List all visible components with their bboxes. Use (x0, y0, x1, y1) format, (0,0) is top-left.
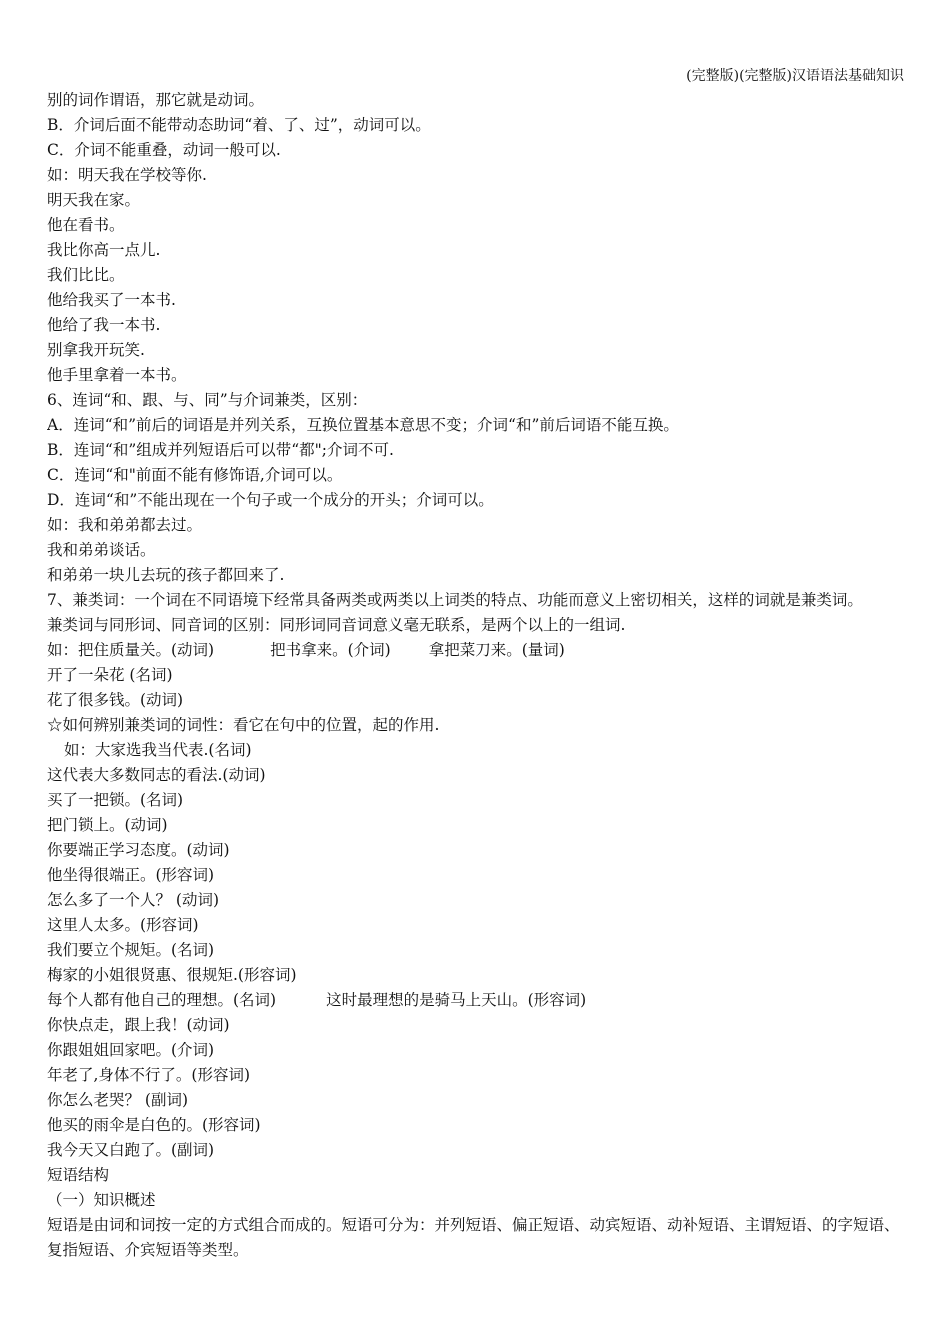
example-line: 他坐得很端正。(形容词) (47, 866, 215, 884)
example-row (47, 638, 909, 663)
text-line: A．连词“和”前后的词语是并列关系，互换位置基本意思不变；介词“和”前后词语不能互换。 (47, 416, 679, 434)
example-line: 怎么多了一个人？ (动词) (47, 891, 220, 909)
example-line: 如：大家选我当代表.(名词) (64, 741, 252, 759)
text-line: ☆如何辨别兼类词的词性：看它在句中的位置，起的作用. (47, 716, 440, 734)
example-line: 梅家的小姐很贤惠、很规矩.(形容词) (47, 966, 297, 984)
example-line: 如：明天我在学校等你. (47, 166, 207, 184)
text-line: 别的词作谓语，那它就是动词。 (47, 91, 265, 109)
example-line: 你跟姐姐回家吧。(介词) (47, 1041, 215, 1059)
example-line: 我们比比。 (47, 266, 125, 284)
example-item: 这时最理想的是骑马上天山。(形容词) (326, 991, 587, 1009)
example-line: 年老了,身体不行了。(形容词) (47, 1066, 251, 1084)
example-line: 这代表大多数同志的看法.(动词) (47, 766, 266, 784)
example-line: 你要端正学习态度。(动词) (47, 841, 230, 859)
text-line: 兼类词与同形词、同音词的区别：同形词同音词意义毫无联系，是两个以上的一组词. (47, 616, 626, 634)
example-item: 每个人都有他自己的理想。(名词) (47, 991, 277, 1009)
example-line: 他买的雨伞是白色的。(形容词) (47, 1116, 261, 1134)
example-item: 把书拿来。(介词) (270, 641, 391, 659)
text-line: C．连词“和"前面不能有修饰语,介词可以。 (47, 466, 343, 484)
example-line: 买了一把锁。(名词) (47, 791, 184, 809)
example-line: 把门锁上。(动词) (47, 816, 168, 834)
example-line: 明天我在家。 (47, 191, 141, 209)
example-line: 他手里拿着一本书。 (47, 366, 187, 384)
example-line: 你快点走，跟上我！(动词) (47, 1016, 230, 1034)
example-line: 我们要立个规矩。(名词) (47, 941, 215, 959)
example-line: 我和弟弟谈话。 (47, 541, 156, 559)
example-line: 开了一朵花 (名词) (47, 666, 173, 684)
example-line: 如：我和弟弟都去过。 (47, 516, 203, 534)
section-title: 短语结构 (47, 1166, 110, 1184)
text-line: D．连词“和”不能出现在一个句子或一个成分的开头；介词可以。 (47, 491, 494, 509)
example-line: 你怎么老哭？ (副词) (47, 1091, 189, 1109)
subsection-title: （一）知识概述 (47, 1191, 156, 1209)
document-header: (完整版)(完整版)汉语语法基础知识 (686, 68, 904, 84)
text-line: C．介词不能重叠，动词一般可以. (47, 141, 281, 159)
example-line: 他给了我一本书. (47, 316, 161, 334)
example-row (47, 988, 909, 1013)
example-line: 我今天又白跑了。(副词) (47, 1141, 215, 1159)
text-line: B．连词“和”组成并列短语后可以带“都";介词不可. (47, 441, 394, 459)
section-heading: 7、兼类词：一个词在不同语境下经常具备两类或两类以上词类的特点、功能而意义上密切相关，这样的词就是兼类词。 (47, 591, 863, 609)
example-line: 别拿我开玩笑. (47, 341, 145, 359)
text-line: B．介词后面不能带动态助词“着、了、过”，动词可以。 (47, 116, 431, 134)
example-line: 和弟弟一块儿去玩的孩子都回来了. (47, 566, 285, 584)
example-line: 花了很多钱。(动词) (47, 691, 184, 709)
example-line: 他在看书。 (47, 216, 125, 234)
example-item: 拿把菜刀来。(量词) (428, 641, 565, 659)
example-line: 他给我买了一本书. (47, 291, 176, 309)
document-body (47, 88, 909, 1263)
section-heading: 6、连词“和、跟、与、同”与介词兼类，区别： (47, 391, 368, 409)
example-line: 我比你高一点儿. (47, 241, 161, 259)
example-item: 如：把住质量关。(动词) (47, 641, 215, 659)
example-line: 这里人太多。(形容词) (47, 916, 199, 934)
paragraph: 短语是由词和词按一定的方式组合而成的。短语可分为：并列短语、偏正短语、动宾短语、动补短语、主谓短语、的字短语、复指短语、介宾短语等类型。 (47, 1216, 900, 1259)
